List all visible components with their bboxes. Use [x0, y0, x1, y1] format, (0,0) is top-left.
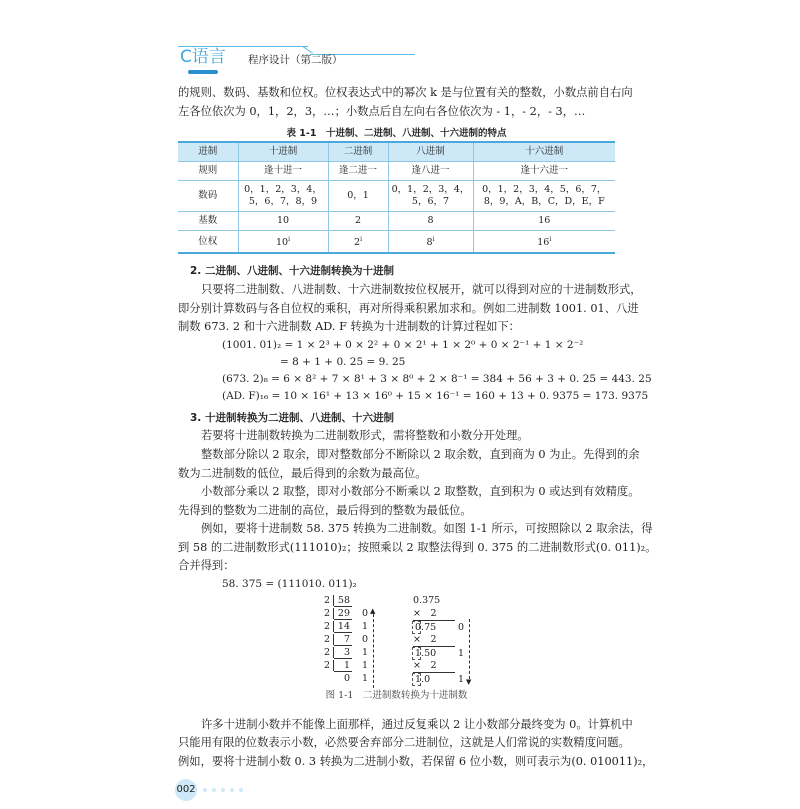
- equation: (AD. F)₁₆ = 10 × 16¹ + 13 × 16⁰ + 15 × 16⁻¹ = 160 + 13 + 0. 9375 = 173. 9375: [222, 389, 649, 402]
- cell: 0，1: [328, 181, 388, 212]
- division-bar: [334, 606, 352, 607]
- paragraph-line: 合并得到：: [178, 559, 235, 573]
- table-row: [178, 231, 615, 254]
- bit: 1: [458, 648, 465, 660]
- number-system-table: [178, 141, 615, 254]
- remainder: 0: [362, 608, 369, 620]
- quotient: 29: [337, 608, 350, 620]
- cell: 10: [238, 212, 328, 231]
- logo-underline: [188, 70, 218, 74]
- quotient: 14: [337, 621, 350, 633]
- decor-dot: [239, 788, 243, 792]
- paragraph-line: 小数部分乘以 2 取整，即对小数部分不断乘以 2 取整数，直到积为 0 或达到有效精度。: [201, 485, 640, 499]
- remainder: 0: [362, 634, 369, 646]
- cell: 规则: [198, 165, 218, 177]
- page-header: [0, 0, 800, 84]
- page-footer: [178, 779, 615, 809]
- remainder: 1: [362, 621, 369, 633]
- bit: 0: [458, 622, 465, 634]
- divisor: 2: [324, 595, 331, 607]
- paragraph-line: 即分别计算数码与各自位权的乘积，再对所得乘积累加求和。例如二进制数 1001. 01、八进: [178, 301, 639, 315]
- multiply: × 2: [413, 634, 437, 646]
- division-bar: [334, 632, 352, 633]
- product: 1.0: [415, 674, 431, 686]
- quotient: 7: [343, 634, 350, 646]
- paragraph-line: 数为二进制数的低位，最后得到的余数为最高位。: [178, 466, 427, 480]
- header-cell: 八进制: [388, 142, 473, 162]
- table-row: [178, 181, 615, 212]
- equation: 58. 375 = (111010. 011)₂: [222, 578, 357, 591]
- divisor: 2: [324, 621, 331, 633]
- division-bar: [333, 621, 334, 632]
- division-bar: [334, 658, 352, 659]
- equation: (673. 2)₈ = 6 × 8² + 7 × 8¹ + 3 × 8⁰ + 2 × 8⁻¹ = 384 + 56 + 3 + 0. 25 = 443. 25: [222, 372, 652, 385]
- cell: 逢二进一: [328, 162, 388, 181]
- header-cell: 十六进制: [473, 142, 615, 162]
- base: 2: [354, 237, 361, 249]
- cell: [473, 231, 615, 254]
- exponent: i: [360, 236, 362, 244]
- cell: 0，1，2，3，4，5，6，7，8，9: [238, 181, 328, 212]
- table-row: [178, 212, 615, 231]
- cell: 逢十进一: [238, 162, 328, 181]
- decor-dot: [203, 788, 207, 792]
- equation: (1001. 01)₂ = 1 × 2³ + 0 × 2² + 0 × 2¹ + 1 × 2⁰ + 0 × 2⁻¹ + 1 × 2⁻²: [222, 338, 584, 351]
- division-bar: [333, 608, 334, 619]
- decor-dot: [221, 788, 225, 792]
- remainder: 1: [362, 673, 369, 685]
- exponent: i: [432, 236, 435, 244]
- paragraph-line: 制数 673. 2 和十六进制数 AD. F 转换为十进制数的计算过程如下：: [178, 320, 520, 334]
- paragraph-line: 若要将十进制数转换为二进制数形式，需将整数和小数分开处理。: [201, 429, 529, 443]
- fraction-start: 0.375: [413, 595, 441, 607]
- paragraph-line: 左各位依次为 0，1，2，3，…；小数点后自左向右各位依次为 - 1，- 2，- 3，…: [178, 104, 586, 118]
- cell: 逢八进一: [388, 162, 473, 181]
- base: 16: [537, 237, 550, 249]
- divisor: 2: [324, 608, 331, 620]
- decor-dot: [230, 788, 234, 792]
- arrow-up-line: [373, 614, 374, 688]
- bit: 1: [458, 674, 465, 686]
- cell: [238, 231, 328, 254]
- arrow-down-icon: ▼: [466, 678, 472, 687]
- header-cell: 十进制: [238, 142, 328, 162]
- cell: 0，1，2，3，4，5，6，7，8，9，A，B，C，D，E，F: [473, 181, 615, 212]
- paragraph-line: 到 58 的二进制数形式(111010)₂；按照乘以 2 取整法得到 0. 375 的二进制数形式(0. 011)₂。: [178, 540, 657, 554]
- section-heading: 2. 二进制、八进制、十六进制转换为十进制: [190, 265, 394, 278]
- paragraph-line: 例如，要将十进制小数 0. 3 转换为二进制小数，若保留 6 位小数，则可表示为(0. 010011)₂，: [178, 754, 654, 768]
- book-logo: C语言: [180, 47, 226, 67]
- divisor: 2: [324, 634, 331, 646]
- division-bar: [334, 671, 352, 672]
- base: 8: [426, 237, 433, 249]
- division-bar: [334, 619, 352, 620]
- division-bar: [333, 647, 334, 658]
- conversion-figure: [178, 593, 615, 685]
- table-header-row: [178, 142, 615, 162]
- divisor: 2: [324, 647, 331, 659]
- product: 0.75: [415, 622, 437, 634]
- section-heading: 3. 十进制转换为二进制、八进制、十六进制: [190, 411, 394, 424]
- exponent: i: [549, 236, 552, 244]
- page-body: [176, 84, 657, 809]
- table-caption: 表 1-1 十进制、二进制、八进制、十六进制的特点: [286, 128, 507, 140]
- paragraph-line: 的规则、数码、基数和位权。位权表达式中的幂次 k 是与位置有关的整数，小数点前自右向: [178, 86, 633, 99]
- divisor: 2: [324, 660, 331, 672]
- cell: [388, 231, 473, 254]
- decor-dot: [212, 788, 216, 792]
- exponent: i: [288, 236, 290, 244]
- arrow-down-line: [469, 619, 470, 679]
- remainder: 1: [362, 647, 369, 659]
- header-cell: 进制: [198, 146, 218, 158]
- division-bar: [334, 645, 352, 646]
- quotient: 58: [337, 595, 350, 607]
- cell: 8: [388, 212, 473, 231]
- paragraph-line: 许多十进制小数并不能像上面那样，通过反复乘以 2 让小数部分最终变为 0。计算机中: [201, 717, 633, 731]
- paragraph-line: 整数部分除以 2 取余，即对整数部分不断除以 2 取余数，直到商为 0 为止。先得到的余: [201, 447, 640, 461]
- cell: 0，1，2，3，4，5，6，7: [388, 181, 473, 212]
- cell: 逢十六进一: [473, 162, 615, 181]
- multiply: × 2: [413, 660, 437, 672]
- figure-caption: 图 1-1 二进制数转换为十进制数: [325, 690, 468, 702]
- cell: [328, 231, 388, 254]
- arrow-up-icon: ▲: [370, 607, 376, 616]
- book-subtitle: 程序设计（第二版）: [248, 54, 343, 66]
- cell: 位权: [198, 235, 218, 247]
- quotient: 3: [343, 647, 350, 659]
- division-bar: [333, 595, 334, 606]
- product: 1.50: [415, 648, 437, 660]
- quotient: 1: [343, 660, 350, 672]
- remainder: 1: [362, 660, 369, 672]
- division-bar: [333, 660, 334, 671]
- cell: 2: [328, 212, 388, 231]
- table-row: [178, 162, 615, 181]
- paragraph-line: 先得到的整数为二进制的高位，最后得到的整数为最低位。: [178, 503, 472, 517]
- base: 10: [275, 237, 289, 249]
- page-number: 002: [175, 779, 197, 801]
- paragraph-line: 只要将二进制数、八进制数、十六进制数按位权展开，就可以得到对应的十进制数形式，: [201, 282, 642, 296]
- equation: = 8 + 1 + 0. 25 = 9. 25: [280, 355, 406, 368]
- paragraph-line: 只能用有限的位数表示小数，必然要舍弃部分二进制位，这就是人们常说的实数精度问题。: [178, 736, 630, 750]
- division-bar: [333, 634, 334, 645]
- multiply: × 2: [413, 608, 437, 620]
- header-cell: 二进制: [328, 142, 388, 162]
- cell: 数码: [198, 190, 218, 202]
- cell: 16: [473, 212, 615, 231]
- quotient: 0: [343, 673, 350, 685]
- cell: 基数: [198, 215, 218, 227]
- paragraph-line: 例如，要将十进制数 58. 375 转换为二进制数。如图 1-1 所示，可按照除以 2 取余法，得: [201, 522, 653, 536]
